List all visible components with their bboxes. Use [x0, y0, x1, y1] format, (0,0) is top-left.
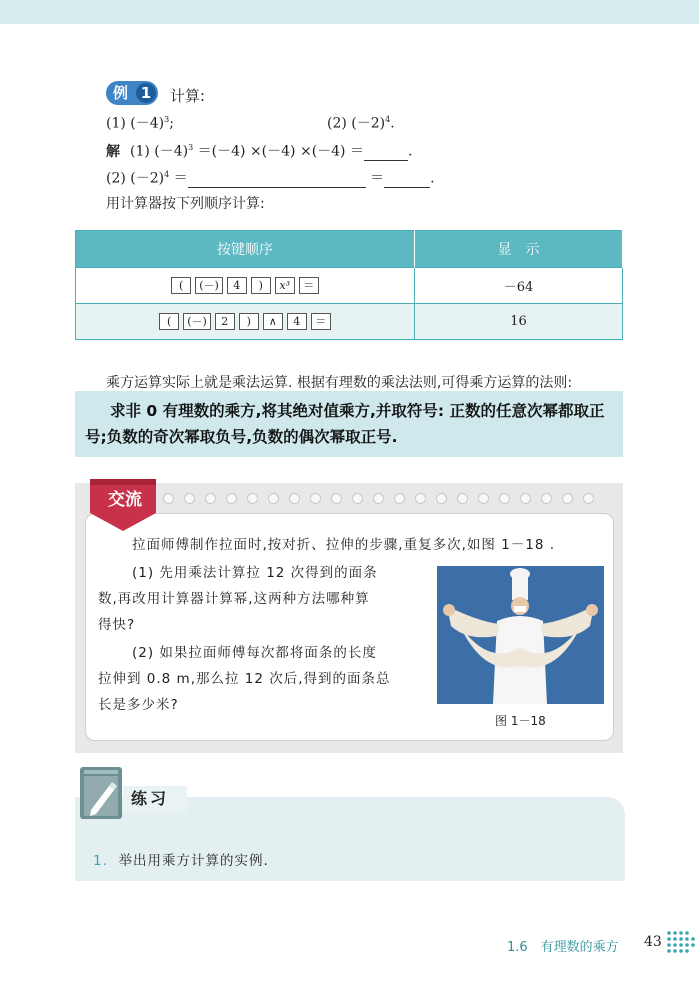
- calculator-intro: 用计算器按下列顺序计算:: [106, 196, 265, 212]
- example-badge-label: 例: [113, 84, 129, 102]
- figure-caption: 图 1－18: [495, 714, 546, 728]
- key-rparen: ): [251, 277, 271, 294]
- key-equals: ＝: [311, 313, 331, 330]
- solution-label: 解: [106, 143, 120, 160]
- dot-grid-ornament: [666, 930, 696, 956]
- practice-item: 1. 举出用乘方计算的实例.: [93, 853, 269, 869]
- example-badge: [106, 81, 158, 105]
- key-rparen: ): [239, 313, 259, 330]
- problem-2: (2) $(-2)^4$.: [327, 115, 395, 132]
- key-negative: (－): [195, 277, 223, 294]
- answer-blank: [188, 173, 366, 188]
- problem-1: (1) $(-4)^3$;: [106, 115, 174, 132]
- discussion-intro: 拉面师傅制作拉面时,按对折、拉伸的步骤,重复多次,如图 1－18 .: [132, 537, 556, 553]
- discussion-q2-line3: 长是多少米?: [98, 697, 179, 713]
- display-value: －64: [415, 268, 623, 304]
- table-row: [76, 268, 623, 304]
- footer-section-title: 1.6 有理数的乘方: [507, 940, 619, 955]
- key-sequence: [76, 304, 415, 340]
- key-equals: ＝: [299, 277, 319, 294]
- key-lparen: (: [159, 313, 179, 330]
- discussion-q2-line1: (2) 如果拉面师傅每次都将面条的长度: [132, 645, 377, 661]
- discussion-q1-line3: 得快?: [98, 617, 136, 633]
- key-power: ∧: [263, 313, 283, 330]
- table-header-display: 显 示: [415, 231, 623, 268]
- key-negative: (－): [183, 313, 211, 330]
- rule-text: 求非 0 有理数的乘方,将其绝对值乘方,并取符号: 正数的任意次幂都取正号;负数的奇次幂取负号,负数的偶次幂取正号.: [85, 402, 605, 446]
- paragraph: 乘方运算实际上就是乘法运算. 根据有理数的乘法法则,可得乘方运算的法则:: [106, 375, 573, 391]
- rule-box: [75, 391, 623, 457]
- solution-line-2: (2) $(-2)^4$ ＝ ＝ .: [106, 170, 435, 187]
- discussion-q1-line2: 数,再改用计算器计算幂,这两种方法哪种算: [98, 591, 370, 607]
- example-badge-number: 1: [136, 83, 156, 103]
- discussion-q2-line2: 拉伸到 0.8 m,那么拉 12 次后,得到的面条总: [98, 671, 391, 687]
- key-cube: x³: [275, 277, 295, 294]
- key-digit: 2: [215, 313, 235, 330]
- pencil-notebook-icon: [79, 766, 123, 820]
- table-row: [76, 304, 623, 340]
- discussion-label: 交流: [108, 490, 142, 510]
- answer-blank: [364, 146, 408, 161]
- key-sequence: [76, 268, 415, 304]
- practice-title: 练习: [123, 786, 187, 812]
- answer-blank: [384, 173, 430, 188]
- table-header-keys: 按键顺序: [76, 231, 415, 268]
- discussion-q1-line1: (1) 先用乘法计算拉 12 次得到的面条: [132, 565, 378, 581]
- top-band: [0, 0, 699, 24]
- solution-line-1: 解 (1) $(-4)^3 =(-4) \times(-4) \times(-4)$ ＝ .: [106, 143, 413, 160]
- page-number: 43: [644, 934, 662, 950]
- example-title: 计算:: [170, 87, 206, 105]
- display-value: 16: [415, 304, 623, 340]
- key-lparen: (: [171, 277, 191, 294]
- key-digit: 4: [227, 277, 247, 294]
- calculator-table: [75, 230, 623, 340]
- key-digit: 4: [287, 313, 307, 330]
- noodle-chef-photo: [437, 566, 604, 704]
